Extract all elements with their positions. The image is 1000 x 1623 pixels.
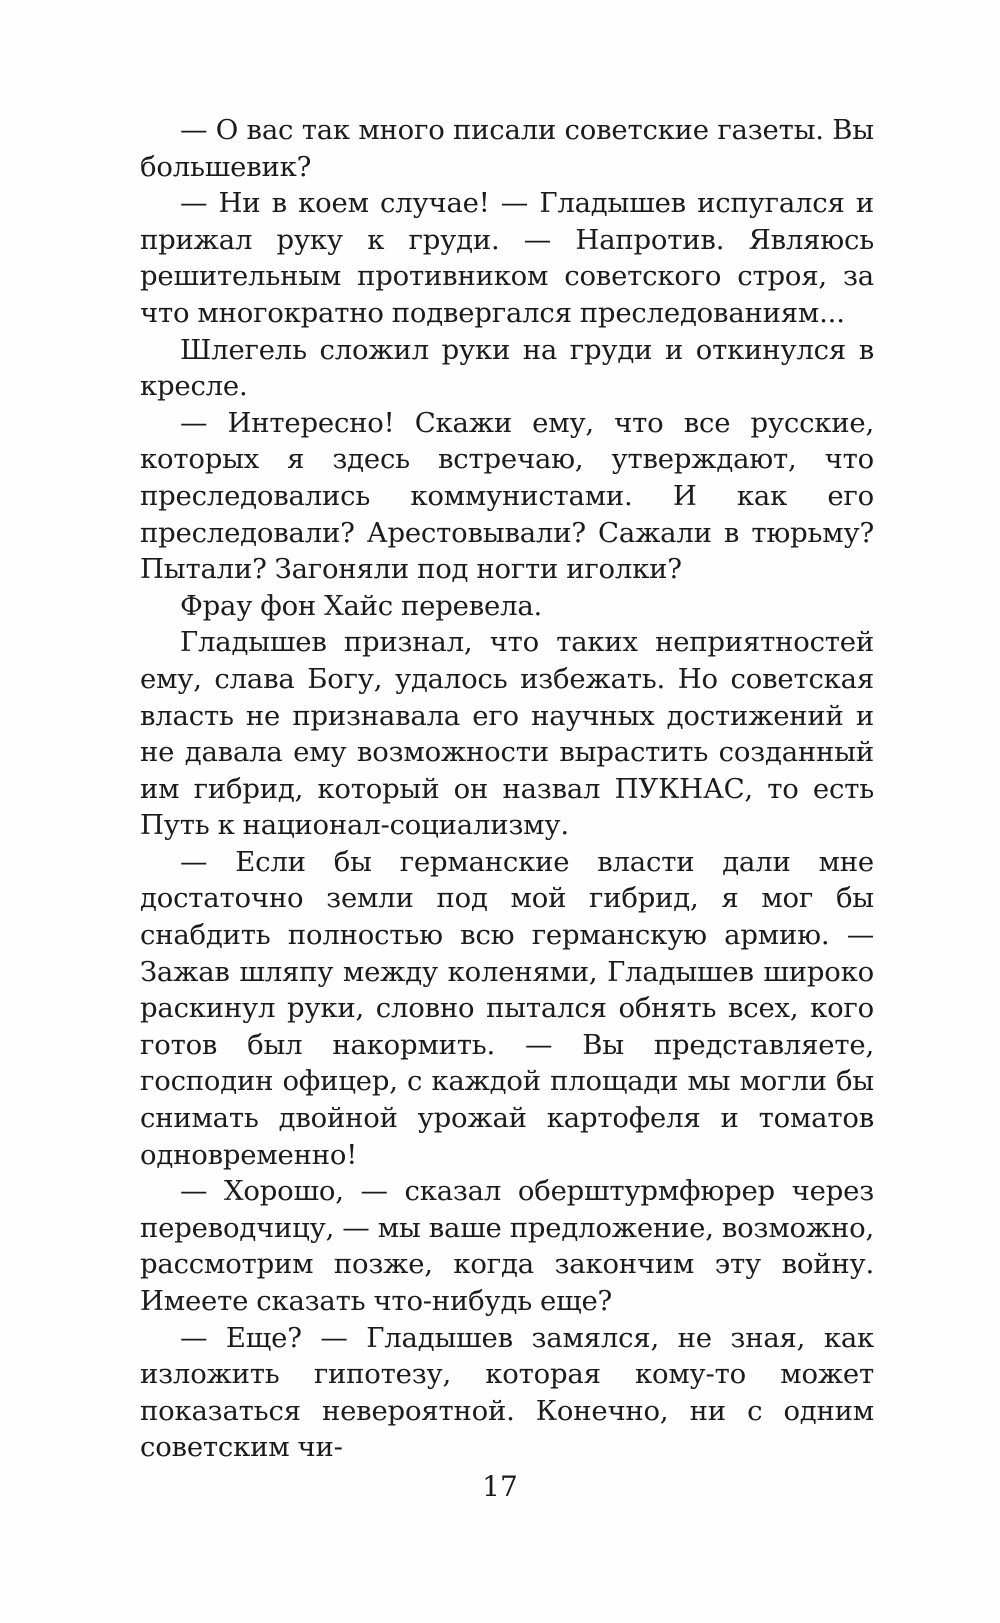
paragraph: — Хорошо, — сказал оберштурмфюрер через переводчицу, — мы ваше предложение, возможно, рассмотрим позже, когда закончим эту войну. Имеете сказать что-нибудь еще? <box>140 1175 874 1317</box>
paragraph: Гладышев признал, что таких неприятностей ему, слава Богу, удалось избежать. Но советская власть не признавала его научных достижений и не давала ему возможности вырастить созданный им гибрид, который он назвал ПУКНАС, то есть Путь к национал-социализму. <box>140 626 874 842</box>
paragraph: — Ни в коем случае! — Гладышев испугался и прижал руку к груди. — Напротив. Являюсь решительным противником советского строя, за что многократно подвергался преследованиям... <box>140 187 874 329</box>
paragraph: — Интересно! Скажи ему, что все русские, которых я здесь встречаю, утверждают, что преследовались коммунистами. И как его преследовали? Арестовывали? Сажали в тюрьму? Пытали? Загоняли под ногти иголки? <box>140 406 874 586</box>
paragraph: Шлегель сложил руки на груди и откинулся в кресле. <box>140 333 874 403</box>
page-number: 17 <box>482 1470 518 1503</box>
paragraph: Фрау фон Хайс перевела. <box>180 589 543 622</box>
body-text <box>140 112 874 1466</box>
paragraph: — Если бы германские власти дали мне достаточно земли под мой гибрид, я мог бы снабдить полностью всю германскую армию. — Зажав шляпу между коленями, Гладышев широко раскинул руки, словно пытался обнять всех, кого готов был накормить. — Вы представляете, господин офицер, с каждой площади мы могли бы снимать двойной урожай картофеля и томатов одновременно! <box>140 845 874 1171</box>
paragraph: — О вас так много писали советские газеты. Вы большевик? <box>140 114 874 183</box>
paragraph: — Еще? — Гладышев замялся, не зная, как изложить гипотезу, которая кому-то может показаться невероятной. Конечно, ни с одним советским чи- <box>140 1321 874 1464</box>
